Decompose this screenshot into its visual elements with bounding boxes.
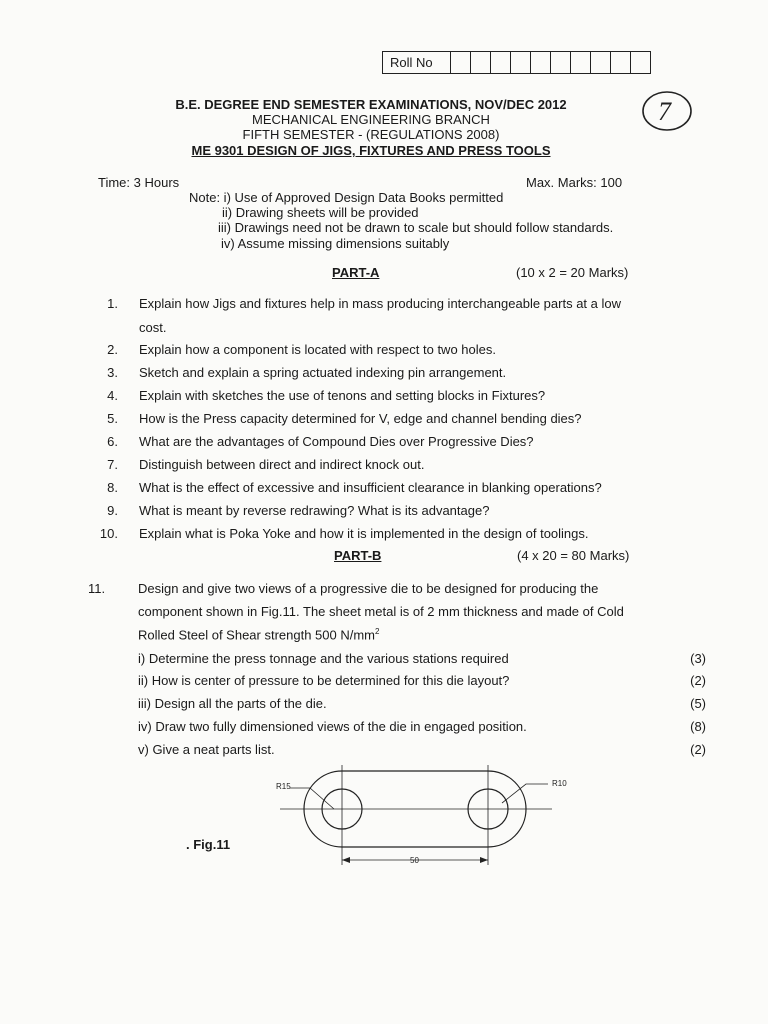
max-marks-label: Max. Marks: 100	[526, 175, 623, 190]
question-text: Explain what is Poka Yoke and how it is implemented in the design of toolings.	[139, 526, 589, 541]
roll-number-box	[382, 51, 651, 74]
page-mark-number: 7	[658, 97, 671, 126]
r15-leader	[290, 788, 334, 809]
roll-cell	[491, 52, 511, 73]
question-text-cont-main: Rolled Steel of Shear strength 500 N/mm	[138, 627, 376, 643]
question-number: 8.	[107, 480, 118, 495]
question-text: What are the advantages of Compound Dies over Progressive Dies?	[139, 434, 534, 449]
sub-question: iii) Design all the parts of the die.	[138, 696, 327, 711]
question-number: 10.	[99, 526, 118, 541]
question-text-cont: cost.	[139, 320, 167, 335]
dimension-arrow-left	[342, 857, 350, 863]
question-text: How is the Press capacity determined for V, edge and channel bending dies?	[139, 411, 582, 426]
question-number: 9.	[107, 503, 118, 518]
figure-caption: . Fig.11	[186, 837, 231, 852]
fig11-drawing	[270, 765, 580, 875]
sub-question: i) Determine the press tonnage and the various stations required	[138, 651, 509, 666]
question-number: 11.	[88, 581, 106, 596]
question-text-cont: component shown in Fig.11. The sheet metal is of 2 mm thickness and made of Cold	[138, 604, 624, 619]
semester-line: FIFTH SEMESTER - (REGULATIONS 2008)	[242, 127, 500, 142]
roll-cell	[471, 52, 491, 73]
question-number: 3.	[107, 365, 118, 380]
r10-label: R10	[552, 779, 567, 788]
r15-label: R15	[276, 782, 291, 791]
roll-cell	[611, 52, 631, 73]
question-text: Explain how a component is located with respect to two holes.	[139, 342, 496, 357]
question-text: Explain with sketches the use of tenons and setting blocks in Fixtures?	[139, 388, 546, 403]
question-number: 4.	[107, 388, 118, 403]
note-line: iv) Assume missing dimensions suitably	[221, 236, 450, 251]
sub-question: iv) Draw two fully dimensioned views of the die in engaged position.	[138, 719, 527, 734]
sub-question-mark: (5)	[690, 696, 706, 711]
roll-cell	[531, 52, 551, 73]
part-b-marks: (4 x 20 = 80 Marks)	[517, 548, 630, 563]
superscript: 2	[375, 627, 380, 636]
sub-question: ii) How is center of pressure to be determined for this die layout?	[138, 673, 510, 688]
question-text: Distinguish between direct and indirect knock out.	[139, 457, 425, 472]
roll-cell	[511, 52, 531, 73]
question-text: Design and give two views of a progressive die to be designed for producing the	[138, 581, 599, 596]
question-number: 5.	[107, 411, 118, 426]
question-text: What is the effect of excessive and insufficient clearance in blanking operations?	[139, 480, 602, 495]
sub-question-mark: (3)	[690, 651, 706, 666]
roll-cell	[551, 52, 571, 73]
exam-title: B.E. DEGREE END SEMESTER EXAMINATIONS, NOV/DEC 2012	[175, 97, 567, 112]
question-number: 2.	[107, 342, 118, 357]
roll-number-label: Roll No	[383, 52, 451, 73]
question-number: 7.	[107, 457, 118, 472]
roll-cell	[631, 52, 650, 73]
question-text-cont	[138, 627, 379, 642]
note-line: Note: i) Use of Approved Design Data Books permitted	[189, 190, 504, 205]
question-text: Sketch and explain a spring actuated indexing pin arrangement.	[139, 365, 507, 380]
note-line: ii) Drawing sheets will be provided	[222, 205, 419, 220]
roll-cell	[571, 52, 591, 73]
branch-line: MECHANICAL ENGINEERING BRANCH	[252, 112, 490, 127]
part-a-title: PART-A	[332, 265, 380, 280]
course-title: ME 9301 DESIGN OF JIGS, FIXTURES AND PRESS TOOLS	[191, 143, 551, 158]
question-number: 6.	[107, 434, 118, 449]
time-label: Time: 3 Hours	[98, 175, 180, 190]
part-a-marks: (10 x 2 = 20 Marks)	[516, 265, 629, 280]
roll-cell	[451, 52, 471, 73]
roll-cell	[591, 52, 611, 73]
part-b-title: PART-B	[334, 548, 382, 563]
sub-question: v) Give a neat parts list.	[138, 742, 275, 757]
dimension-label: 50	[410, 856, 419, 865]
dimension-arrow-right	[480, 857, 488, 863]
question-text: What is meant by reverse redrawing? What is its advantage?	[139, 503, 490, 518]
sub-question-mark: (8)	[690, 719, 706, 734]
question-text: Explain how Jigs and fixtures help in mass producing interchangeable parts at a low	[139, 296, 621, 311]
sub-question-mark: (2)	[690, 673, 706, 688]
question-number: 1.	[107, 296, 118, 311]
note-line: iii) Drawings need not be drawn to scale but should follow standards.	[218, 220, 614, 235]
sub-question-mark: (2)	[690, 742, 706, 757]
